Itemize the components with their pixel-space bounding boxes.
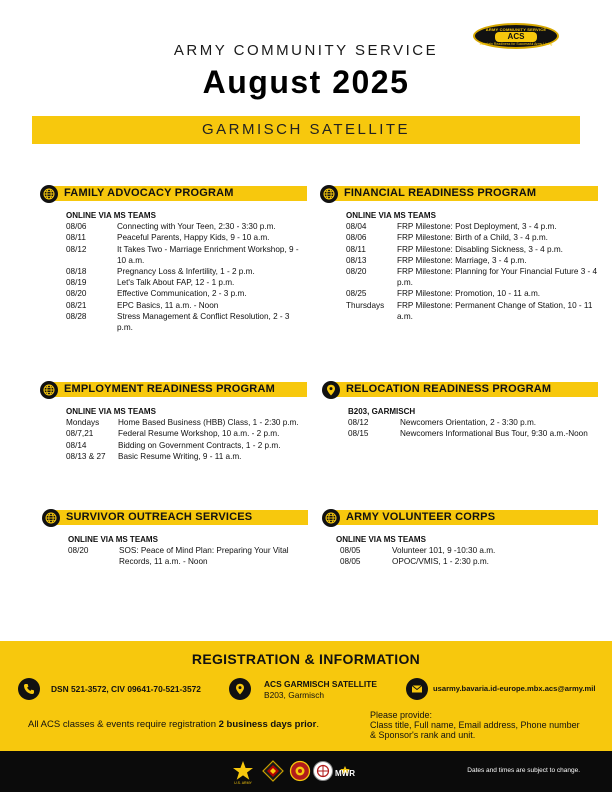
army-star-logo (232, 760, 254, 785)
event-row (348, 428, 598, 439)
event-row (346, 244, 598, 255)
event-date: 08/06 (66, 222, 87, 232)
event-date: 08/19 (66, 278, 87, 288)
event-date: 08/20 (66, 289, 87, 299)
event-date: Thursdays (346, 300, 385, 310)
globe-icon (322, 509, 340, 527)
section-subheading: ONLINE VIA MS TEAMS (346, 211, 436, 220)
acs-logo: ARMY COMMUNITY SERVICE ACS Maintain Readiness for Successful Army Living (473, 23, 559, 49)
event-list (66, 417, 307, 462)
event-title: Newcomers Orientation, 2 - 3:30 p.m. (400, 418, 537, 428)
event-date: 08/20 (346, 267, 367, 277)
section-subheading: B203, GARMISCH (348, 407, 416, 416)
header-subtitle: ARMY COMMUNITY SERVICE (173, 42, 439, 59)
event-row (346, 255, 598, 266)
section-subheading: ONLINE VIA MS TEAMS (68, 535, 158, 544)
section-subheading: ONLINE VIA MS TEAMS (66, 407, 156, 416)
section-title: SURVIVOR OUTREACH SERVICES (66, 511, 253, 523)
event-date: 08/28 (66, 311, 87, 321)
event-date: 08/12 (348, 418, 369, 428)
footer-disclaimer: Dates and times are subject to change. (467, 767, 580, 774)
event-date: 08/7,21 (66, 429, 94, 439)
event-row (66, 440, 307, 451)
section-subheading: ONLINE VIA MS TEAMS (66, 211, 156, 220)
event-date: 08/18 (66, 267, 87, 277)
event-date: 08/11 (66, 233, 86, 243)
army-logo-label: U.S. ARMY (234, 781, 252, 785)
registration-panel (0, 641, 612, 751)
event-list (348, 417, 598, 439)
event-date: Mondays (66, 418, 100, 428)
event-date: 08/12 (66, 244, 87, 254)
registration-location-name: ACS GARMISCH SATELLITE (264, 679, 377, 689)
registration-note: All ACS classes & events require registration 2 business days prior. (28, 719, 319, 730)
event-title: SOS: Peace of Mind Plan: Preparing Your Vital Records, 11 a.m. - Noon (119, 546, 289, 567)
event-date: 08/20 (68, 546, 89, 556)
unit-patch-icon (262, 760, 284, 782)
event-date: 08/13 (346, 255, 367, 265)
event-row (66, 244, 307, 266)
event-list (346, 221, 598, 322)
financial-readiness-section (320, 184, 598, 322)
event-date: 08/13 & 27 (66, 451, 106, 461)
event-title: Effective Communication, 2 - 3 p.m. (117, 289, 247, 299)
globe-icon (40, 381, 58, 399)
event-row (66, 417, 307, 428)
event-title: EPC Basics, 11 a.m. - Noon (117, 300, 219, 310)
email-icon (406, 678, 428, 700)
event-row (68, 545, 308, 567)
event-title: FRP Milestone: Planning for Your Financial Future 3 - 4 p.m. (397, 267, 598, 288)
relocation-readiness-section (322, 380, 598, 440)
event-row (66, 221, 307, 232)
section-title: EMPLOYMENT READINESS PROGRAM (64, 383, 275, 395)
event-list (336, 545, 598, 567)
globe-icon (42, 509, 60, 527)
registration-location-address: B203, Garmisch (264, 690, 325, 700)
event-row (346, 266, 598, 288)
event-row (66, 266, 307, 277)
event-title: Newcomers Informational Bus Tour, 9:30 a.m.-Noon (400, 429, 588, 439)
section-title: FAMILY ADVOCACY PROGRAM (64, 187, 234, 199)
section-subheading: ONLINE VIA MS TEAMS (336, 535, 426, 544)
event-date: 08/21 (66, 300, 87, 310)
event-title: FRP Milestone: Disabling Sickness, 3 - 4 p.m. (397, 244, 563, 254)
event-row (66, 288, 307, 299)
globe-icon (40, 185, 58, 203)
event-title: FRP Milestone: Birth of a Child, 3 - 4 p.m. (397, 233, 548, 243)
event-row (66, 277, 307, 288)
registration-phone: DSN 521-3572, CIV 09641-70-521-3572 (51, 684, 201, 694)
family-advocacy-section (40, 184, 307, 333)
event-title: FRP Milestone: Marriage, 3 - 4 p.m. (397, 255, 527, 265)
event-date: 08/25 (346, 289, 367, 299)
location-pin-icon (229, 678, 251, 700)
section-title: RELOCATION READINESS PROGRAM (346, 383, 552, 395)
phone-icon (18, 678, 40, 700)
event-row (66, 311, 307, 333)
event-title: Basic Resume Writing, 9 - 11 a.m. (118, 451, 242, 461)
location-pin-icon (322, 381, 340, 399)
registration-email[interactable]: usarmy.bavaria.id-europe.mbx.acs@army.mil (433, 684, 596, 693)
event-date: 08/05 (340, 546, 361, 556)
section-title: ARMY VOLUNTEER CORPS (346, 511, 496, 523)
event-row (340, 556, 598, 567)
event-title: Connecting with Your Teen, 2:30 - 3:30 p.m. (117, 222, 276, 232)
registration-title: REGISTRATION & INFORMATION (191, 651, 421, 667)
event-title: Pregnancy Loss & Infertility, 1 - 2 p.m. (117, 267, 255, 277)
event-date: 08/15 (348, 429, 369, 439)
event-row (346, 221, 598, 232)
event-title: Let's Talk About FAP, 12 - 1 p.m. (117, 278, 235, 288)
event-title: FRP Milestone: Promotion, 10 - 11 a.m. (397, 289, 541, 299)
event-date: 08/04 (346, 222, 367, 232)
event-title: Bidding on Government Contracts, 1 - 2 p.m. (118, 440, 281, 450)
event-date: 08/11 (346, 244, 366, 254)
survivor-outreach-section (42, 508, 308, 568)
event-row (340, 545, 598, 556)
event-row (66, 300, 307, 311)
mwr-label: MWR (335, 769, 355, 778)
event-list (68, 545, 308, 567)
garrison-crest-icon (289, 760, 311, 782)
event-title: Federal Resume Workshop, 10 a.m. - 2 p.m. (118, 429, 280, 439)
event-date: 08/06 (346, 233, 367, 243)
event-title: FRP Milestone: Permanent Change of Station, 10 - 11 a.m. (397, 300, 593, 321)
event-title: Peaceful Parents, Happy Kids, 9 - 10 a.m. (117, 233, 270, 243)
globe-icon (320, 185, 338, 203)
event-title: FRP Milestone: Post Deployment, 3 - 4 p.m. (397, 222, 557, 232)
location-band: GARMISCH SATELLITE (32, 116, 580, 144)
section-title: FINANCIAL READINESS PROGRAM (344, 187, 537, 199)
event-date: 08/05 (340, 557, 361, 567)
event-title: Volunteer 101, 9 -10:30 a.m. (392, 546, 496, 556)
page-title: August 2025 (202, 64, 410, 100)
event-row (346, 232, 598, 243)
event-title: It Takes Two - Marriage Enrichment Workshop, 9 - 10 a.m. (117, 244, 299, 265)
event-list (66, 221, 307, 333)
event-title: Home Based Business (HBB) Class, 1 - 2:30 p.m. (118, 418, 299, 428)
event-row (66, 232, 307, 243)
mwr-logo (334, 760, 356, 782)
event-row (66, 428, 307, 439)
event-date: 08/14 (66, 440, 87, 450)
event-title: OPOC/VMIS, 1 - 2:30 p.m. (392, 557, 489, 567)
event-row (66, 451, 307, 462)
footer-bar (0, 751, 612, 792)
event-row (348, 417, 598, 428)
army-volunteer-section (322, 508, 598, 568)
event-title: Stress Management & Conflict Resolution, 2 - 3 p.m. (117, 311, 290, 333)
bavaria-seal-icon (312, 760, 334, 782)
employment-readiness-section (40, 380, 307, 462)
event-row (346, 288, 598, 299)
registration-requirements: Please provide: Class title, Full name, Email address, Phone number & Sponsor's rank and unit. (370, 710, 580, 740)
event-row (346, 300, 598, 322)
